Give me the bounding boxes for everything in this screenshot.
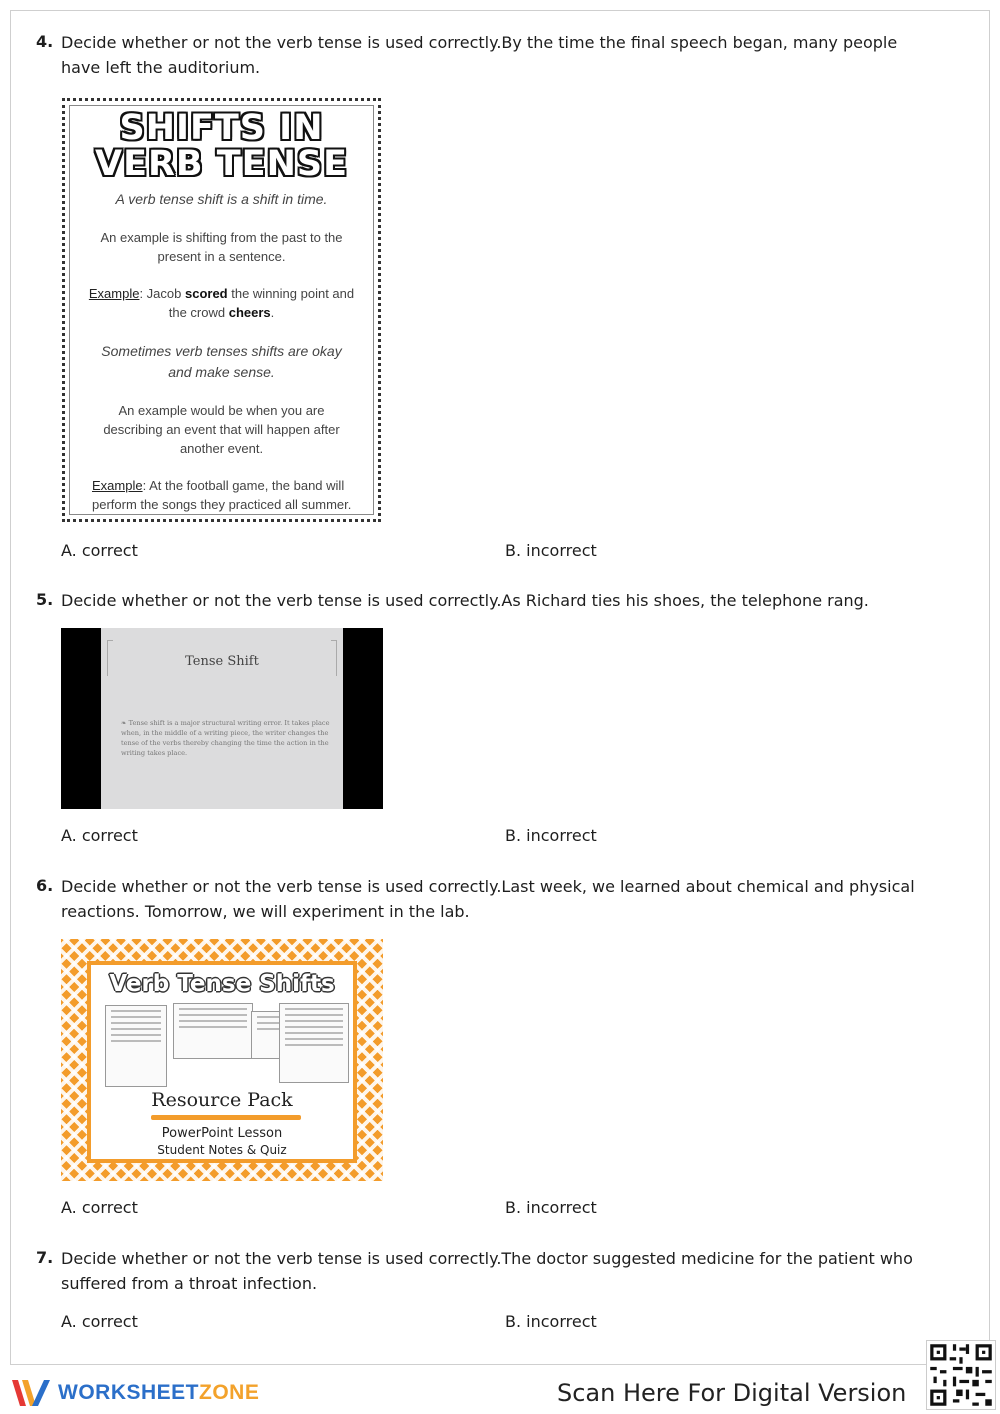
poster-title-line2: VERB TENSE <box>94 144 348 184</box>
question-5-number: 5. <box>36 590 54 609</box>
resource-sub2: Student Notes & Quiz <box>157 1143 287 1157</box>
resource-doc-thumbnail-4 <box>279 1003 349 1083</box>
logo-word-worksheet: WORKSHEET <box>58 1381 199 1404</box>
question-7-number: 7. <box>36 1248 54 1267</box>
resource-pack-label: Resource Pack <box>151 1089 293 1111</box>
question-6-option-b[interactable]: B. incorrect <box>505 1198 597 1217</box>
poster-para3-line1: An example would be when you are <box>118 403 325 418</box>
question-4-number: 4. <box>36 32 54 51</box>
question-7-option-b[interactable]: B. incorrect <box>505 1312 597 1331</box>
resource-title: Verb Tense Shifts <box>109 971 335 997</box>
logo-text <box>58 1381 259 1405</box>
resource-doc-thumbnail-1 <box>105 1005 167 1087</box>
poster-para1-line1: An example is shifting from the past to the <box>100 230 343 245</box>
poster-example1-line1 <box>70 284 373 303</box>
example1-text-a: : Jacob <box>139 286 185 301</box>
question-6-text: Decide whether or not the verb tense is used correctly.Last week, we learned about chemical and physical reactions. Tomorrow, we will experiment in the lab. <box>61 877 915 921</box>
example-label: Example <box>88 286 140 301</box>
question-5-option-b[interactable]: B. incorrect <box>505 826 597 845</box>
poster-para3-line2: describing an event that will happen after <box>103 422 340 437</box>
poster-example2-line1 <box>92 476 362 495</box>
question-6-number: 6. <box>36 876 54 895</box>
example2-text: : At the football game, the band will <box>142 478 345 493</box>
logo-word-zone: ZONE <box>199 1381 260 1404</box>
question-4-option-a[interactable]: A. correct <box>61 541 138 560</box>
question-7-text: Decide whether or not the verb tense is used correctly.The doctor suggested medicine for the patient who suffered from a throat infection. <box>61 1249 913 1293</box>
poster-title-line1: SHIFTS IN <box>119 108 324 148</box>
example2-label: Example <box>92 478 143 493</box>
slide-title: Tense Shift <box>185 654 259 669</box>
poster-subtitle: A verb tense shift is a shift in time. <box>115 191 328 207</box>
scan-here-text: Scan Here For Digital Version <box>557 1379 907 1407</box>
verb-tense-shifts-resource-image <box>61 939 383 1181</box>
question-4-option-b[interactable]: B. incorrect <box>505 541 597 560</box>
example1-verb-cheers: cheers <box>228 305 271 320</box>
question-6-option-a[interactable]: A. correct <box>61 1198 138 1217</box>
poster-para2-line2: and make sense. <box>168 364 275 380</box>
poster-para3-line3: another event. <box>179 441 264 456</box>
tense-shift-slide <box>61 628 383 809</box>
example1-verb-scored: scored <box>184 286 228 301</box>
shifts-in-verb-tense-poster <box>62 98 381 522</box>
example1-text-c: the winning point and <box>227 286 355 301</box>
resource-sub1: PowerPoint Lesson <box>161 1126 283 1141</box>
worksheet-zone-logo[interactable] <box>10 1376 259 1410</box>
poster-para1-line2: present in a sentence. <box>157 249 286 264</box>
poster-example1-line2 <box>70 303 373 322</box>
pencil-icon <box>151 1115 301 1120</box>
poster-example2-line2: perform the songs they practiced all summer. <box>92 497 352 512</box>
example1-line2-c: . <box>270 305 275 320</box>
resource-doc-thumbnail-2 <box>173 1003 253 1059</box>
question-5-option-a[interactable]: A. correct <box>61 826 138 845</box>
tense-shift-slide-panel <box>101 628 343 809</box>
question-5-text: Decide whether or not the verb tense is used correctly.As Richard ties his shoes, the telephone rang. <box>61 591 869 610</box>
worksheet-zone-logo-icon <box>10 1376 54 1410</box>
question-7-option-a[interactable]: A. correct <box>61 1312 138 1331</box>
resource-card <box>87 961 357 1163</box>
qr-code-icon[interactable] <box>926 1340 996 1410</box>
poster-para2-line1: Sometimes verb tenses shifts are okay <box>101 343 342 359</box>
example1-line2-a: the crowd <box>168 305 229 320</box>
slide-body: ❧ Tense shift is a major structural writing error. It takes place when, in the middle of a writing piece, the writer changes the tense of the verbs thereby changing the time the action in the writing takes place. <box>121 719 330 757</box>
question-4-text: Decide whether or not the verb tense is used correctly.By the time the final speech began, many people have left the auditorium. <box>61 33 898 77</box>
